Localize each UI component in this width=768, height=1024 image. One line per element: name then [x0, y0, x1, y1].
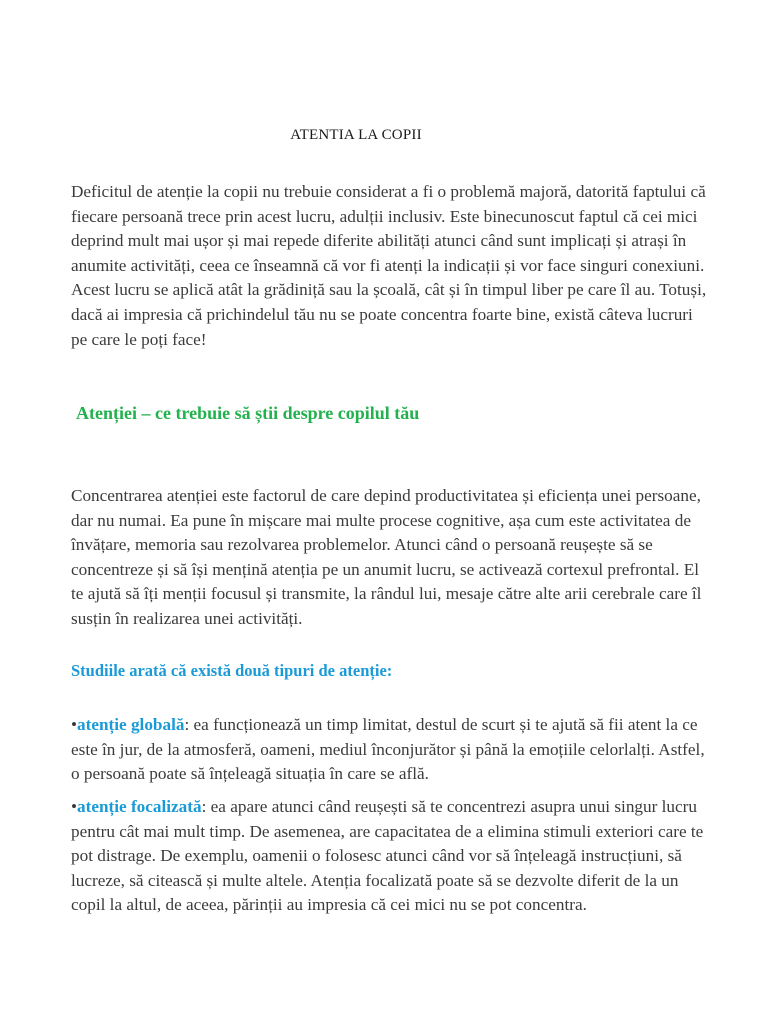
- term-global-attention: atenție globală: [77, 715, 185, 734]
- concentration-paragraph: Concentrarea atenției este factorul de care depind productivitatea și eficiența unei persoane, dar nu numai. Ea pune în mișcare mai multe procese cognitive, așa cum este activitatea de învățare, memoria sau rezolvarea problemelor. Atunci când o persoană reușește să se concentreze și să își mențină atenția pe un anumit lucru, se activează cortexul prefrontal. El te ajută să îți menții focusul și transmite, la rândul lui, mesaje către alte arii cerebrale care îl susțin în realizarea unei activități.: [71, 486, 702, 628]
- section-heading: Atenției – ce trebuie să știi despre copilul tău: [76, 403, 420, 423]
- term-focused-attention: atenție focalizată: [77, 797, 202, 816]
- bullet-icon: •: [71, 797, 78, 816]
- list-item-focused-attention: [71, 795, 711, 918]
- description-global-attention: : ea funcționează un timp limitat, destul de scurt și te ajută să fii atent la ce este în jur, de la atmosferă, oameni, mediul înconjurător și până la emoțiile celorlalți. Astfel, o persoană poate să înțeleagă situația în care se află.: [71, 715, 705, 784]
- document-title: ATENTIA LA COPII: [290, 127, 422, 143]
- description-focused-attention: : ea apare atunci când reușești să te concentrezi asupra unui singur lucru pentru cât mai mult timp. De asemenea, are capacitatea de a elimina stimuli exteriori care te pot distrage. De exemplu, oamenii o folosesc atunci când vor să înțeleagă instrucțiuni, să lucreze, să citească și multe altele. Atenția focalizată poate să se dezvolte diferit de la un copil la altul, de aceea, părinții au impresia că cei mici nu se pot concentra.: [71, 797, 704, 915]
- intro-paragraph: Deficitul de atenție la copii nu trebuie considerat a fi o problemă majoră, datorită faptului că fiecare persoană trece prin acest lucru, adulții inclusiv. Este binecunoscut faptul că cei mici deprind mult mai ușor și mai repede diferite abilități atunci când sunt implicați și atrași în anumite activități, ceea ce înseamnă că vor fi atenți la indicații și vor face singuri conexiuni. Acest lucru se aplică atât la grădiniță sau la școală, cât și în timpul liber pe care îl au. Totuși, dacă ai impresia că prichindelul tău nu se poate concentra foarte bine, există câteva lucruri pe care le poți face!: [71, 182, 707, 349]
- list-item-global-attention: [71, 713, 711, 787]
- bullet-icon: •: [71, 715, 78, 734]
- types-heading: Studiile arată că există două tipuri de atenție:: [71, 661, 393, 680]
